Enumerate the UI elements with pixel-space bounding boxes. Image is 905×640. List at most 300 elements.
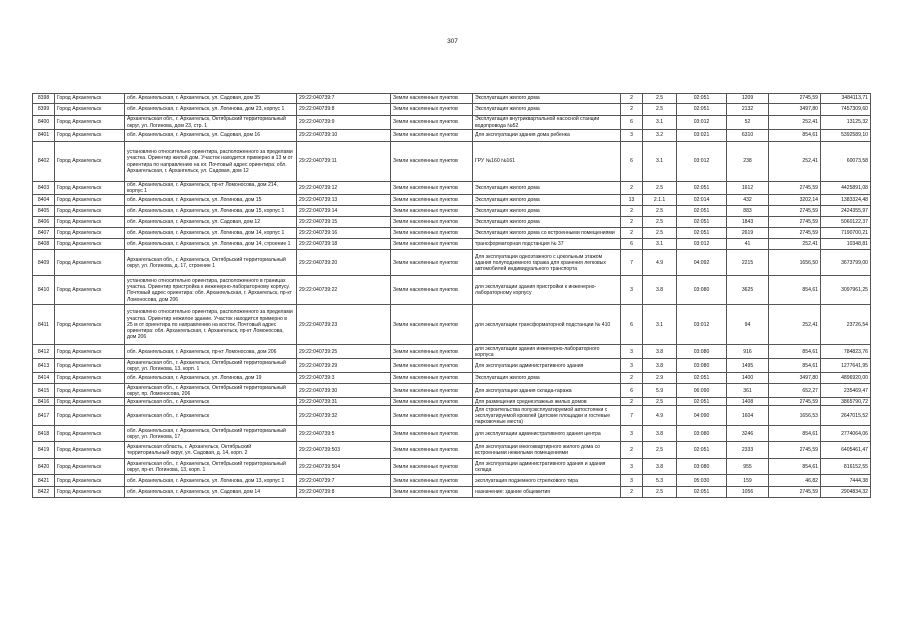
subgroup-cell: 3.1 [643, 239, 677, 250]
city-cell: Город Архангельск [55, 426, 125, 442]
cadastral-number-cell: 29:22:040739:16 [297, 228, 391, 239]
use-code-cell: 04:090 [677, 406, 727, 426]
use-code-cell: 03:080 [677, 459, 727, 475]
specific-value-cell: 2745,59 [769, 487, 821, 498]
permitted-use-cell: Для строительства полуэксплуатируемой автостоянки с эксплуатируемой кровлей (детские площадки и гостевые парковочные места) [473, 406, 621, 426]
area-cell: 1056 [727, 487, 769, 498]
address-cell: обл. Архангельская, г. Архангельск, Октябрьский территориальный округ, ул. Логинова, 17 [125, 426, 297, 442]
permitted-use-cell: ГРУ №160 №161 [473, 142, 621, 182]
area-cell: 41 [727, 239, 769, 250]
cadastral-value-cell: 5392589,10 [821, 130, 871, 142]
area-cell: 52 [727, 116, 769, 130]
table-row [33, 426, 871, 442]
cadastral-number-cell: 29:22:040739:14 [297, 206, 391, 217]
land-category-cell: Земли населенных пунктов [391, 116, 473, 130]
land-category-cell: Земли населенных пунктов [391, 359, 473, 373]
row-number: 8413 [33, 359, 55, 373]
specific-value-cell: 854,61 [769, 426, 821, 442]
cadastral-value-cell: 60073,58 [821, 142, 871, 182]
subgroup-cell: 4.9 [643, 250, 677, 276]
permitted-use-cell: Эксплуатация внутриквартальной насосной станции водопровода №52 [473, 116, 621, 130]
cadastral-number-cell: 29:22:040739:32 [297, 406, 391, 426]
use-code-cell: 03:080 [677, 359, 727, 373]
use-code-cell: 02:051 [677, 182, 727, 195]
row-number: 8403 [33, 182, 55, 195]
table-row [33, 373, 871, 384]
land-category-cell: Земли населенных пунктов [391, 94, 473, 104]
land-category-cell: Земли населенных пунктов [391, 442, 473, 459]
use-code-cell: 03:080 [677, 276, 727, 305]
row-number: 8417 [33, 406, 55, 426]
row-number: 8399 [33, 104, 55, 116]
land-category-cell: Земли населенных пунктов [391, 305, 473, 345]
group-cell: 2 [621, 228, 643, 239]
land-category-cell: Земли населенных пунктов [391, 459, 473, 475]
cadastral-number-cell: 29:22:040739:5 [297, 426, 391, 442]
permitted-use-cell: Для эксплуатации административного здания и здания склада [473, 459, 621, 475]
specific-value-cell: 252,41 [769, 305, 821, 345]
subgroup-cell: 2.5 [643, 94, 677, 104]
row-number: 8402 [33, 142, 55, 182]
table-row [33, 94, 871, 104]
table-row [33, 239, 871, 250]
table-row [33, 406, 871, 426]
land-category-cell: Земли населенных пунктов [391, 217, 473, 228]
city-cell: Город Архангельск [55, 406, 125, 426]
specific-value-cell: 854,61 [769, 359, 821, 373]
use-code-cell: 02:051 [677, 442, 727, 459]
specific-value-cell: 2745,59 [769, 182, 821, 195]
specific-value-cell: 2745,59 [769, 398, 821, 406]
permitted-use-cell: Для эксплуатации административного здания [473, 359, 621, 373]
cadastral-value-cell: 1383324,48 [821, 195, 871, 206]
address-cell: обл. Архангельская, г. Архангельск, ул. Логинова, дом 15, корпус 1 [125, 206, 297, 217]
table-row [33, 345, 871, 359]
address-cell: обл. Архангельская, г. Архангельск, пр-кт Ломоносова, дом 206 [125, 345, 297, 359]
cadastral-number-cell: 29:22:040739:8 [297, 487, 391, 498]
cadastral-value-cell: 2424355,97 [821, 206, 871, 217]
subgroup-cell: 3.8 [643, 276, 677, 305]
area-cell: 94 [727, 305, 769, 345]
cadastral-value-cell: 7190700,21 [821, 228, 871, 239]
area-cell: 1612 [727, 182, 769, 195]
city-cell: Город Архангельск [55, 206, 125, 217]
area-cell: 1495 [727, 359, 769, 373]
permitted-use-cell: Эксплуатация жилого дома [473, 104, 621, 116]
address-cell: Архангельская область, г. Архангельск, Октябрьский территориальный округ, ул. Садовая, д. 14, корп. 2 [125, 442, 297, 459]
permitted-use-cell: Эксплуатация жилого дома [473, 94, 621, 104]
use-code-cell: 02:014 [677, 195, 727, 206]
area-cell: 2333 [727, 442, 769, 459]
area-cell: 159 [727, 475, 769, 487]
address-cell: обл. Архангельская, г. Архангельск, ул. Садовая, дом 35 [125, 94, 297, 104]
city-cell: Город Архангельск [55, 239, 125, 250]
row-number: 8408 [33, 239, 55, 250]
row-number: 8405 [33, 206, 55, 217]
row-number: 8412 [33, 345, 55, 359]
address-cell: обл. Архангельская, г. Архангельск, ул. Логинова, дом 14, корпус 1 [125, 228, 297, 239]
permitted-use-cell: эксплуатация подземного стрелкового тира [473, 475, 621, 487]
subgroup-cell: 3.1 [643, 305, 677, 345]
cadastral-number-cell: 29:22:040739:10 [297, 130, 391, 142]
table-row [33, 206, 871, 217]
city-cell: Город Архангельск [55, 182, 125, 195]
address-cell: Архангельская обл., г. Архангельск, Октябрьский территориальный округ, ул. Логинова, дом 23, стр. 1 [125, 116, 297, 130]
cadastral-value-cell: 4896920,00 [821, 373, 871, 384]
page-number: 307 [447, 38, 458, 45]
table-row [33, 182, 871, 195]
use-code-cell: 02:051 [677, 206, 727, 217]
use-code-cell: 02:051 [677, 94, 727, 104]
use-code-cell: 03:021 [677, 130, 727, 142]
row-number: 8406 [33, 217, 55, 228]
row-number: 8414 [33, 373, 55, 384]
group-cell: 6 [621, 239, 643, 250]
land-category-cell: Земли населенных пунктов [391, 426, 473, 442]
specific-value-cell: 2745,59 [769, 94, 821, 104]
area-cell: 955 [727, 459, 769, 475]
use-code-cell: 03:012 [677, 305, 727, 345]
subgroup-cell: 2.5 [643, 206, 677, 217]
land-category-cell: Земли населенных пунктов [391, 206, 473, 217]
cadastral-number-cell: 29:22:040739:7 [297, 94, 391, 104]
cadastral-number-cell: 29:22:040739:31 [297, 398, 391, 406]
permitted-use-cell: Для размещения среднеэтажных жилых домов [473, 398, 621, 406]
cadastral-number-cell: 29:22:040739:29 [297, 359, 391, 373]
cadastral-value-cell: 10348,81 [821, 239, 871, 250]
city-cell: Город Архангельск [55, 276, 125, 305]
subgroup-cell: 3.8 [643, 359, 677, 373]
land-category-cell: Земли населенных пунктов [391, 398, 473, 406]
cadastral-number-cell: 29:22:040739:9 [297, 116, 391, 130]
subgroup-cell: 2.1.1 [643, 195, 677, 206]
area-cell: 1209 [727, 94, 769, 104]
cadastral-value-cell: 3097961,25 [821, 276, 871, 305]
specific-value-cell: 3497,80 [769, 104, 821, 116]
subgroup-cell: 2.5 [643, 442, 677, 459]
area-cell: 361 [727, 384, 769, 398]
area-cell: 883 [727, 206, 769, 217]
specific-value-cell: 2745,59 [769, 442, 821, 459]
address-cell: обл. Архангельская, г. Архангельск, пр-кт Ломоносова, дом 214, корпус 1 [125, 182, 297, 195]
cadastral-number-cell: 29:22:040739:22 [297, 276, 391, 305]
land-category-cell: Земли населенных пунктов [391, 487, 473, 498]
cadastral-value-cell: 7457309,60 [821, 104, 871, 116]
subgroup-cell: 3.2 [643, 130, 677, 142]
group-cell: 13 [621, 195, 643, 206]
address-cell: обл. Архангельская, г. Архангельск, ул. Садовая, дом 16 [125, 130, 297, 142]
table-row [33, 104, 871, 116]
table-row [33, 442, 871, 459]
permitted-use-cell: Эксплуатация жилого дома [473, 195, 621, 206]
table-row [33, 217, 871, 228]
permitted-use-cell: Для эксплуатации здания дома ребенка [473, 130, 621, 142]
area-cell: 3246 [727, 426, 769, 442]
subgroup-cell: 5.9 [643, 384, 677, 398]
use-code-cell: 02:051 [677, 217, 727, 228]
subgroup-cell: 3.8 [643, 345, 677, 359]
city-cell: Город Архангельск [55, 475, 125, 487]
permitted-use-cell: для эксплуатации здания инженерно-лабораторного корпуса [473, 345, 621, 359]
area-cell: 1400 [727, 373, 769, 384]
city-cell: Город Архангельск [55, 104, 125, 116]
cadastral-number-cell: 29:22:040739:23 [297, 305, 391, 345]
cadastral-number-cell: 29:22:040739:503 [297, 442, 391, 459]
specific-value-cell: 854,61 [769, 130, 821, 142]
specific-value-cell: 1656,53 [769, 406, 821, 426]
address-cell: обл. Архангельская, г. Архангельск, ул. Логинова, дом 23, корпус 1 [125, 104, 297, 116]
city-cell: Город Архангельск [55, 142, 125, 182]
city-cell: Город Архангельск [55, 116, 125, 130]
address-cell: Архангельская обл., г. Архангельск [125, 406, 297, 426]
row-number: 8404 [33, 195, 55, 206]
use-code-cell: 02:051 [677, 398, 727, 406]
permitted-use-cell: Для эксплуатации здания склада-гаража [473, 384, 621, 398]
address-cell: установлено относительно ориентира, расположенного за пределами участка. Ориентир жилой дом. Участок находится примерно в 13 м от ориентира по направлению на юг. Почтовый адрес ориентира: обл. Архангельская, г. Архангельск, ул. Садовая, дом 12 [125, 142, 297, 182]
cadastral-value-cell: 5060122,37 [821, 217, 871, 228]
city-cell: Город Архангельск [55, 305, 125, 345]
land-category-cell: Земли населенных пунктов [391, 276, 473, 305]
specific-value-cell: 2745,59 [769, 217, 821, 228]
use-code-cell: 05:030 [677, 475, 727, 487]
row-number: 8420 [33, 459, 55, 475]
group-cell: 3 [621, 359, 643, 373]
group-cell: 2 [621, 398, 643, 406]
permitted-use-cell: Эксплуатация жилого дома [473, 206, 621, 217]
area-cell: 6310 [727, 130, 769, 142]
land-category-cell: Земли населенных пунктов [391, 142, 473, 182]
land-category-cell: Земли населенных пунктов [391, 228, 473, 239]
group-cell: 2 [621, 94, 643, 104]
row-number: 8411 [33, 305, 55, 345]
group-cell: 2 [621, 217, 643, 228]
subgroup-cell: 3.1 [643, 142, 677, 182]
row-number: 8400 [33, 116, 55, 130]
table-row [33, 228, 871, 239]
cadastral-number-cell: 29:22:040739:20 [297, 250, 391, 276]
group-cell: 2 [621, 487, 643, 498]
table-body [33, 94, 871, 498]
use-code-cell: 03:012 [677, 116, 727, 130]
use-code-cell: 03:012 [677, 142, 727, 182]
permitted-use-cell: трансформаторная подстанция № 37 [473, 239, 621, 250]
cadastral-value-cell: 6405461,47 [821, 442, 871, 459]
table-row [33, 116, 871, 130]
land-category-cell: Земли населенных пунктов [391, 104, 473, 116]
address-cell: обл. Архангельская, г. Архангельск, ул. Логинова, дом 13, корпус 1 [125, 475, 297, 487]
permitted-use-cell: для эксплуатации здания пристройки к инженерно-лабораторному корпусу [473, 276, 621, 305]
group-cell: 6 [621, 142, 643, 182]
cadastral-number-cell: 29:22:040739:8 [297, 104, 391, 116]
row-number: 8418 [33, 426, 55, 442]
specific-value-cell: 854,61 [769, 459, 821, 475]
area-cell: 2215 [727, 250, 769, 276]
use-code-cell: 06:090 [677, 384, 727, 398]
cadastral-number-cell: 29:22:040739:13 [297, 195, 391, 206]
cadastral-value-cell: 784823,76 [821, 345, 871, 359]
city-cell: Город Архангельск [55, 345, 125, 359]
group-cell: 7 [621, 406, 643, 426]
cadastral-value-cell: 2904834,32 [821, 487, 871, 498]
permitted-use-cell: Эксплуатация жилого дома [473, 217, 621, 228]
group-cell: 2 [621, 206, 643, 217]
group-cell: 6 [621, 116, 643, 130]
subgroup-cell: 2.5 [643, 104, 677, 116]
group-cell: 3 [621, 426, 643, 442]
cadastral-number-cell: 29:22:040739:12 [297, 182, 391, 195]
table-row [33, 250, 871, 276]
address-cell: установлено относительно ориентира, расположенного за пределами участка. Ориентир нежилое здание. Участок находится примерно в 25 м от ориентира по направлению на восток. Почтовый адрес ориентира: обл. Архангельская, г. Архангельск, пр-кт Ломоносова, дом 206 [125, 305, 297, 345]
cadastral-value-table [32, 93, 871, 498]
row-number: 8421 [33, 475, 55, 487]
permitted-use-cell: Для эксплуатации одноэтажного с цокольным этажом здания полуподземного гаража для хранения легковых автомобилей индивидуального транспорта [473, 250, 621, 276]
subgroup-cell: 3.8 [643, 426, 677, 442]
group-cell: 2 [621, 104, 643, 116]
address-cell: обл. Архангельская, г. Архангельск, ул. Садовая, дом 14 [125, 487, 297, 498]
cadastral-number-cell: 29:22:040739:25 [297, 345, 391, 359]
table-row [33, 130, 871, 142]
table-row [33, 475, 871, 487]
city-cell: Город Архангельск [55, 250, 125, 276]
group-cell: 2 [621, 182, 643, 195]
group-cell: 3 [621, 130, 643, 142]
address-cell: Архангельская обл., г. Архангельск, Октябрьский территориальный округ, пр. Ломоносова, 206 [125, 384, 297, 398]
group-cell: 2 [621, 373, 643, 384]
cadastral-number-cell: 29:22:040739:11 [297, 142, 391, 182]
cadastral-value-cell: 3865790,72 [821, 398, 871, 406]
cadastral-number-cell: 29:22:040739:504 [297, 459, 391, 475]
address-cell: обл. Архангельская, г. Архангельск, ул. Логинова, дом 15 [125, 195, 297, 206]
area-cell: 3625 [727, 276, 769, 305]
permitted-use-cell: для эксплуатации административного здания центра [473, 426, 621, 442]
specific-value-cell: 2745,59 [769, 206, 821, 217]
subgroup-cell: 3.1 [643, 116, 677, 130]
permitted-use-cell: Для эксплуатации многоквартирного жилого дома со встроенными нежилыми помещениями [473, 442, 621, 459]
group-cell: 3 [621, 459, 643, 475]
cadastral-value-cell: 4425891,08 [821, 182, 871, 195]
specific-value-cell: 1656,50 [769, 250, 821, 276]
table-row [33, 459, 871, 475]
address-cell: Архангельская обл., г. Архангельск [125, 398, 297, 406]
cadastral-value-cell: 2647015,52 [821, 406, 871, 426]
address-cell: обл. Архангельская, г. Архангельск, ул. Логинова, дом 14, строение 1 [125, 239, 297, 250]
use-code-cell: 02:051 [677, 228, 727, 239]
specific-value-cell: 3202,14 [769, 195, 821, 206]
cadastral-value-cell: 1277641,95 [821, 359, 871, 373]
address-cell: Архангельская обл., г. Архангельск, Октябрьский территориальный округ, пр-кт. Логинова, 13, корп. 1 [125, 459, 297, 475]
land-category-cell: Земли населенных пунктов [391, 195, 473, 206]
specific-value-cell: 252,41 [769, 239, 821, 250]
subgroup-cell: 2.5 [643, 182, 677, 195]
address-cell: обл. Архангельская, г. Архангельск, ул. Садовая, дом 12 [125, 217, 297, 228]
table-row [33, 384, 871, 398]
area-cell: 1408 [727, 398, 769, 406]
city-cell: Город Архангельск [55, 442, 125, 459]
subgroup-cell: 2.9 [643, 373, 677, 384]
land-category-cell: Земли населенных пунктов [391, 475, 473, 487]
row-number: 8422 [33, 487, 55, 498]
row-number: 8419 [33, 442, 55, 459]
group-cell: 3 [621, 276, 643, 305]
row-number: 8410 [33, 276, 55, 305]
subgroup-cell: 4.9 [643, 406, 677, 426]
permitted-use-cell: Эксплуатация жилого дома [473, 182, 621, 195]
subgroup-cell: 2.5 [643, 228, 677, 239]
row-number: 8401 [33, 130, 55, 142]
area-cell: 238 [727, 142, 769, 182]
cadastral-value-cell: 3484113,71 [821, 94, 871, 104]
group-cell: 3 [621, 475, 643, 487]
cadastral-value-cell: 13125,32 [821, 116, 871, 130]
city-cell: Город Архангельск [55, 130, 125, 142]
subgroup-cell: 2.5 [643, 217, 677, 228]
land-category-cell: Земли населенных пунктов [391, 406, 473, 426]
area-cell: 916 [727, 345, 769, 359]
specific-value-cell: 652,27 [769, 384, 821, 398]
specific-value-cell: 46,82 [769, 475, 821, 487]
cadastral-value-cell: 3673799,00 [821, 250, 871, 276]
specific-value-cell: 854,61 [769, 276, 821, 305]
specific-value-cell: 3497,80 [769, 373, 821, 384]
row-number: 8409 [33, 250, 55, 276]
city-cell: Город Архангельск [55, 217, 125, 228]
specific-value-cell: 252,41 [769, 142, 821, 182]
subgroup-cell: 2.5 [643, 487, 677, 498]
group-cell: 7 [621, 250, 643, 276]
city-cell: Город Архангельск [55, 459, 125, 475]
address-cell: Архангельская обл., г. Архангельск, Октябрьский территориальный округ, ул. Логинова, 13, корп. 1 [125, 359, 297, 373]
city-cell: Город Архангельск [55, 398, 125, 406]
address-cell: установлено относительно ориентира, расположенного в границах участка. Ориентир пристройка к инженерно-лабораторному корпусу. Почтовый адрес ориентира: обл. Архангельская, г. Архангельск, пр-кт Ломоносова, дом 206 [125, 276, 297, 305]
cadastral-number-cell: 29:22:040739:7 [297, 475, 391, 487]
city-cell: Город Архангельск [55, 359, 125, 373]
table-row [33, 398, 871, 406]
land-category-cell: Земли населенных пунктов [391, 130, 473, 142]
cadastral-value-cell: 23726,54 [821, 305, 871, 345]
cadastral-value-cell: 7444,38 [821, 475, 871, 487]
specific-value-cell: 854,61 [769, 345, 821, 359]
cadastral-number-cell: 29:22:040739:30 [297, 384, 391, 398]
row-number: 8407 [33, 228, 55, 239]
specific-value-cell: 2745,59 [769, 228, 821, 239]
subgroup-cell: 3.8 [643, 459, 677, 475]
table-row [33, 305, 871, 345]
specific-value-cell: 252,41 [769, 116, 821, 130]
cadastral-number-cell: 29:22:040739:18 [297, 239, 391, 250]
cadastral-value-cell: 235469,47 [821, 384, 871, 398]
row-number: 8398 [33, 94, 55, 104]
cadastral-value-cell: 816152,55 [821, 459, 871, 475]
group-cell: 2 [621, 442, 643, 459]
use-code-cell: 04:092 [677, 250, 727, 276]
area-cell: 432 [727, 195, 769, 206]
land-category-cell: Земли населенных пунктов [391, 239, 473, 250]
cadastral-value-cell: 2774064,06 [821, 426, 871, 442]
permitted-use-cell: Эксплуатация жилого дома со встроенными помещениями [473, 228, 621, 239]
land-category-cell: Земли населенных пунктов [391, 373, 473, 384]
group-cell: 6 [621, 305, 643, 345]
group-cell: 3 [621, 345, 643, 359]
table-row [33, 359, 871, 373]
area-cell: 1604 [727, 406, 769, 426]
table-row [33, 276, 871, 305]
city-cell: Город Архангельск [55, 373, 125, 384]
table-row [33, 487, 871, 498]
address-cell: обл. Архангельская, г. Архангельск, ул. Логинова, дом 19 [125, 373, 297, 384]
group-cell: 6 [621, 384, 643, 398]
use-code-cell: 02:051 [677, 373, 727, 384]
use-code-cell: 03:012 [677, 239, 727, 250]
